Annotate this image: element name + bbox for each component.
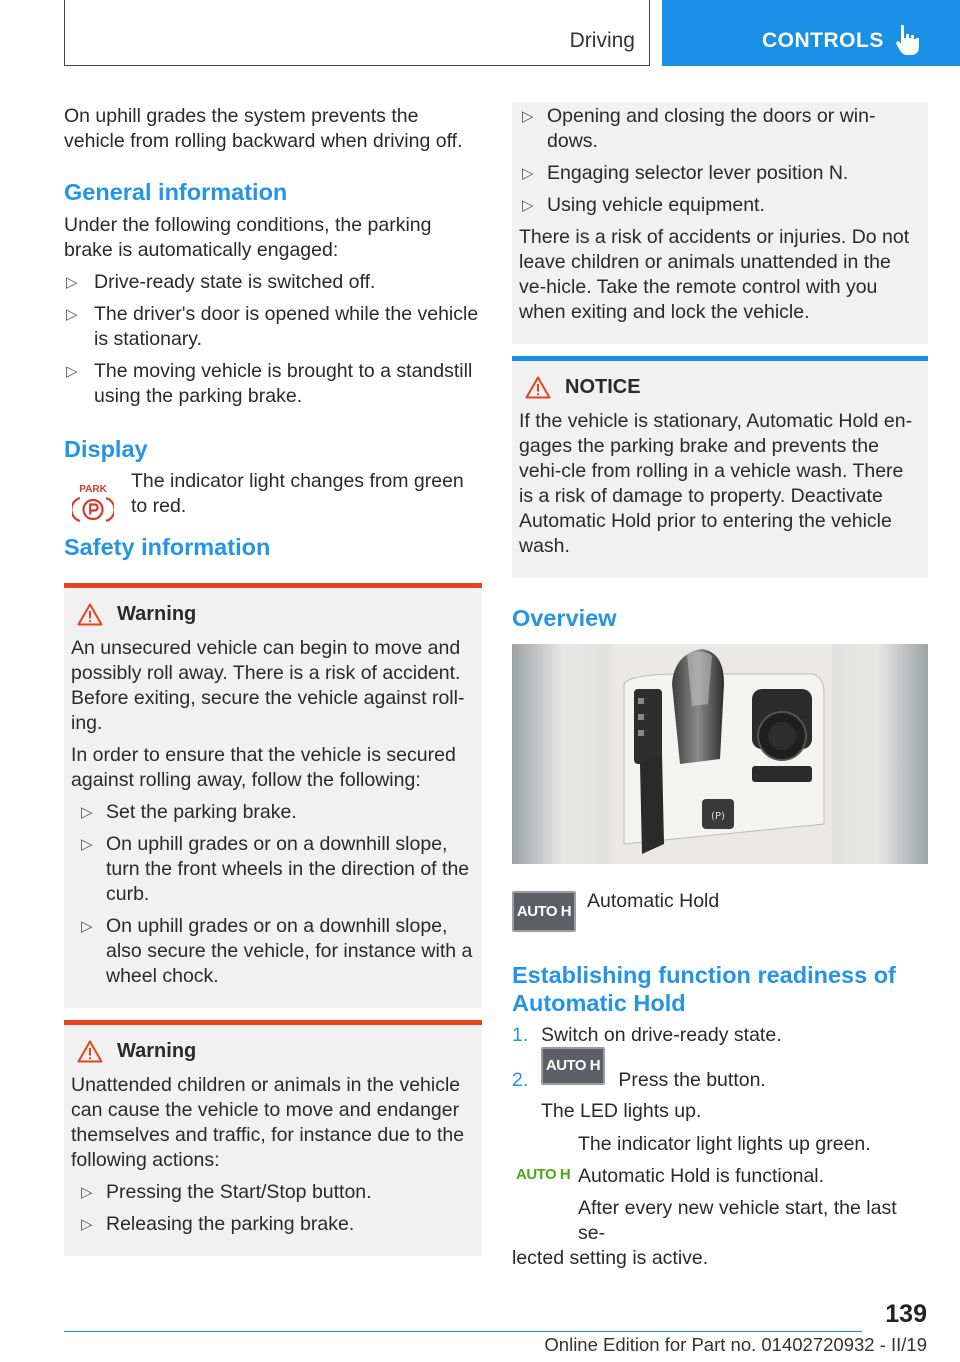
warning-triangle-icon (77, 603, 103, 626)
step-text: Switch on drive-ready state. (541, 1024, 782, 1046)
auto-h-button-label: AUTO H (516, 903, 572, 920)
header-chapter-tab (662, 0, 960, 66)
list-item: ▷ The driver's door is opened while the vehicle is stationary. (64, 302, 482, 352)
list-item: ▷ Releasing the parking brake. (71, 1212, 474, 1237)
notice-triangle-icon (525, 376, 551, 399)
list-item: ▷ On uphill grades or on a downhill slope, turn the front wheels in the direction of the curb. (71, 832, 474, 907)
header-section-tab (64, 0, 650, 66)
left-column (64, 104, 482, 1256)
page-number: 139 (885, 1300, 927, 1328)
auto-h-button-icon (541, 1047, 605, 1085)
indicator-block (512, 1132, 928, 1271)
warning-triangle-icon (77, 1040, 103, 1063)
step-subtext: The LED lights up. (541, 1100, 702, 1122)
indicator-text: lected setting is active. (512, 1247, 709, 1269)
svg-text:(P): (P) (711, 811, 725, 822)
notice-title-label: NOTICE (565, 376, 641, 398)
intro-text: On uphill grades the system prevents the vehicle from rolling backward when driving off. (64, 105, 463, 152)
footer-divider (64, 1331, 862, 1332)
warning-text: There is a risk of accidents or injuries. Do not leave children or animals unattended in the ve-hicle. Take the remote control with you when exiting and lock the vehicle. (519, 226, 910, 323)
step-number: 2. (512, 1069, 529, 1091)
step-item (512, 1023, 928, 1048)
overview-heading: Overview (512, 605, 617, 631)
warning-text: Unattended children or animals in the vehicle can cause the vehicle to move and endanger themselves and traffic, for instance due to the following actions: (71, 1074, 465, 1171)
warning-list (71, 1180, 474, 1237)
warning-list (512, 104, 920, 218)
center-console-photo (512, 644, 928, 864)
pointing-hand-icon (896, 24, 922, 56)
edition-text: Online Edition for Part no. 01402720932 - II/19 (544, 1334, 927, 1355)
auto-h-button-icon (512, 891, 576, 932)
indicator-text: Automatic Hold is functional. (578, 1165, 825, 1187)
step-item (512, 1057, 928, 1124)
list-item: ▷ The moving vehicle is brought to a standstill using the parking brake. (64, 359, 482, 409)
warning-title-label: Warning (117, 1040, 197, 1062)
auto-h-button-label: AUTO H (545, 1057, 601, 1074)
step-number: 1. (512, 1024, 529, 1046)
establishing-heading: Establishing function readiness of Automatic Hold (512, 962, 896, 1016)
step-text: Press the button. (618, 1069, 766, 1091)
list-item: ▷ Pressing the Start/Stop button. (71, 1180, 474, 1205)
general-conditions-list (64, 270, 482, 409)
warning-box-unattended (64, 1020, 482, 1256)
display-heading: Display (64, 436, 148, 462)
warning-list (71, 800, 474, 989)
safety-information-heading: Safety information (64, 534, 271, 560)
steps-list (512, 1023, 928, 1124)
general-information-text: Under the following conditions, the parking brake is automatically engaged: (64, 214, 432, 261)
autohold-caption-row (512, 891, 928, 949)
notice-title (525, 375, 920, 400)
warning-title (77, 602, 474, 627)
warning-box-unsecured-vehicle (64, 583, 482, 1008)
list-item: ▷ On uphill grades or on a downhill slope, also secure the vehicle, for instance with a wheel chock. (71, 914, 474, 989)
header-chapter-label: CONTROLS (762, 29, 884, 52)
list-item: ▷ Set the parking brake. (71, 800, 474, 825)
notice-text: If the vehicle is stationary, Automatic Hold en-gages the parking brake and prevents the vehi-cle from rolling in a vehicle wash. There is a risk of damage to property. Deactivate Automatic Hold prior to entering the vehicle wash. (519, 410, 913, 557)
auto-h-indicator-icon: AUTO H (516, 1166, 571, 1183)
list-item: ▷ Engaging selector lever position N. (512, 161, 920, 186)
park-icon-text: PARK (79, 484, 107, 495)
list-item: ▷ Opening and closing the doors or win-dows. (512, 104, 920, 154)
warning-text: In order to ensure that the vehicle is secured against rolling away, follow the following: (71, 744, 456, 791)
list-item: ▷ Using vehicle equipment. (512, 193, 920, 218)
autohold-caption: Automatic Hold (587, 890, 720, 912)
warning-title (77, 1039, 474, 1064)
display-text: The indicator light changes from green to red. (131, 470, 464, 517)
warning-text: An unsecured vehicle can begin to move and possibly roll away. There is a risk of accident. Before exiting, secure the vehicle against roll-ing. (71, 637, 465, 734)
warning-title-label: Warning (117, 603, 197, 625)
list-item: ▷ Drive-ready state is switched off. (64, 270, 482, 295)
notice-box (512, 356, 928, 578)
header-section-label: Driving (569, 29, 635, 52)
general-information-heading: General information (64, 179, 288, 205)
right-column (512, 104, 928, 1271)
warning-box-continued (512, 102, 928, 344)
display-row (64, 469, 482, 529)
park-brake-icon (72, 483, 114, 523)
indicator-text: The indicator light lights up green. (578, 1133, 871, 1155)
indicator-text: After every new vehicle start, the last se- (578, 1197, 897, 1244)
